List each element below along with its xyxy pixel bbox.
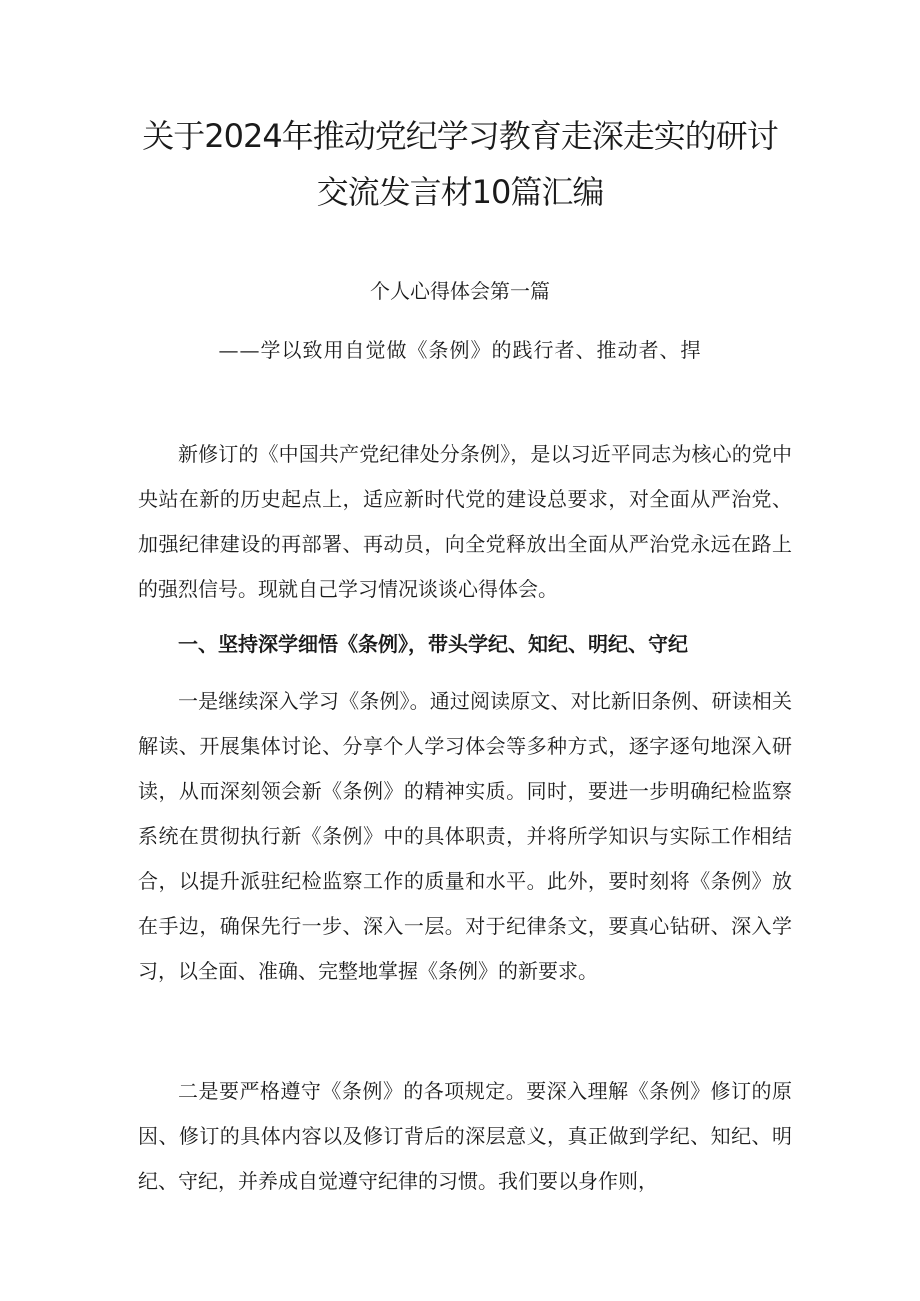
document-title: 关于2024年推动党纪学习教育走深走实的研讨交流发言材10篇汇编 (142, 117, 778, 211)
section-subtitle: 个人心得体会第一篇 (370, 279, 550, 303)
intro-paragraph: 新修订的《中国共产党纪律处分条例》，是以习近平同志为核心的党中央站在新的历史起点上，适应新时代党的建设总要求，对全面从严治党、加强纪律建设的再部署、再动员，向全党释放出全面从严治党永远在路上的强烈信号。现就自己学习情况谈谈心得体会。 (138, 442, 792, 601)
section-heading-1: 一、坚持深学细悟《条例》，带头学纪、知纪、明纪、守纪 (178, 632, 688, 656)
body-paragraph-2: 二是要严格遵守《条例》的各项规定。要深入理解《条例》修订的原因、修订的具体内容以及修订背后的深层意义，真正做到学纪、知纪、明纪、守纪，并养成自觉遵守纪律的习惯。我们要以身作则， (138, 1079, 792, 1193)
section-tagline: ——学以致用自觉做《条例》的践行者、推动者、捍 (218, 338, 702, 362)
body-paragraph-1: 一是继续深入学习《条例》。通过阅读原文、对比新旧条例、研读相关解读、开展集体讨论、分享个人学习体会等多种方式，逐字逐句地深入研读，从而深刻领会新《条例》的精神实质。同时，要进一步明确纪检监察系统在贯彻执行新《条例》中的具体职责，并将所学知识与实际工作相结合，以提升派驻纪检监察工作的质量和水平。此外，要时刻将《条例》放在手边，确保先行一步、深入一层。对于纪律条文，要真心钻研、深入学习，以全面、准确、完整地掌握《条例》的新要求。 (138, 689, 792, 983)
